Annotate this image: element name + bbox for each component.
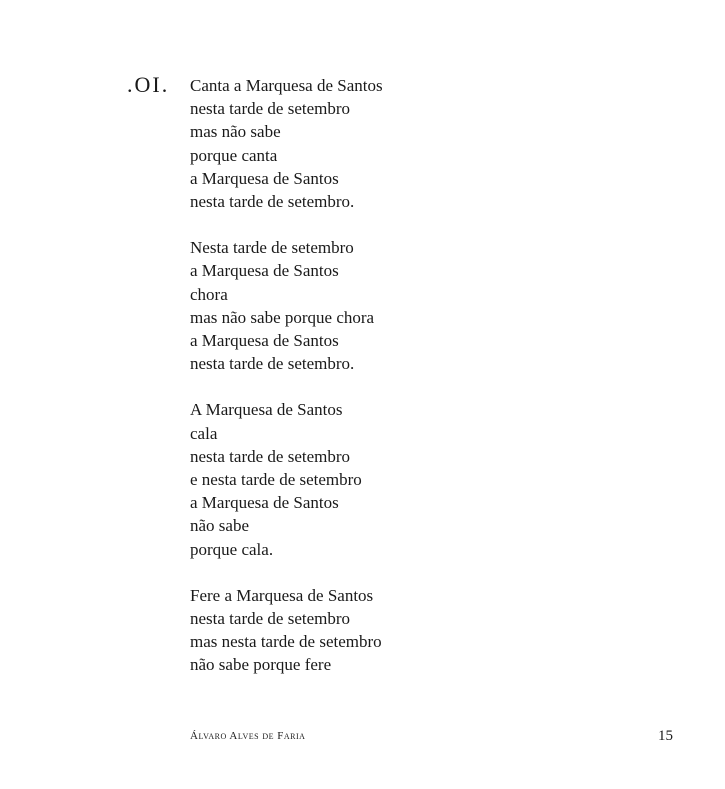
poem-body [190, 74, 520, 700]
stanza-4 [190, 584, 520, 677]
poem-line: nesta tarde de setembro [190, 609, 351, 629]
poem-line: a Marquesa de Santos [190, 331, 339, 351]
page-number: 15 [658, 728, 673, 744]
poem-line: não sabe [190, 516, 250, 536]
poem-line: mas não sabe [190, 122, 281, 142]
stanza-3 [190, 398, 520, 560]
stanza-1 [190, 74, 520, 213]
poem-number: .OI. [127, 72, 170, 97]
poem-line: a Marquesa de Santos [190, 261, 339, 281]
poem-line: mas nesta tarde de setembro [190, 632, 382, 652]
poem-line: Canta a Marquesa de Santos [190, 76, 383, 95]
poem-line: a Marquesa de Santos [190, 168, 339, 188]
poem-line: porque canta [190, 145, 278, 165]
poem-line: não sabe porque fere [190, 655, 332, 675]
poem-line: Nesta tarde de setembro [190, 238, 354, 258]
poem-line: e nesta tarde de setembro [190, 470, 362, 490]
poem-line: porque cala. [190, 539, 274, 559]
poem-line: a Marquesa de Santos [190, 493, 339, 513]
poem-line: chora [190, 284, 228, 304]
poem-line: nesta tarde de setembro. [190, 354, 355, 374]
poem-line: nesta tarde de setembro [190, 446, 351, 466]
poem-line: nesta tarde de setembro [190, 99, 351, 119]
stanza-2 [190, 236, 520, 375]
poem-line: Fere a Marquesa de Santos [190, 585, 374, 605]
poem-line: cala [190, 423, 218, 443]
poem-line: A Marquesa de Santos [190, 400, 343, 420]
poem-line: mas não sabe porque chora [190, 307, 375, 327]
footer-author: Álvaro Alves de Faria [190, 730, 306, 742]
poem-line: nesta tarde de setembro. [190, 192, 355, 212]
